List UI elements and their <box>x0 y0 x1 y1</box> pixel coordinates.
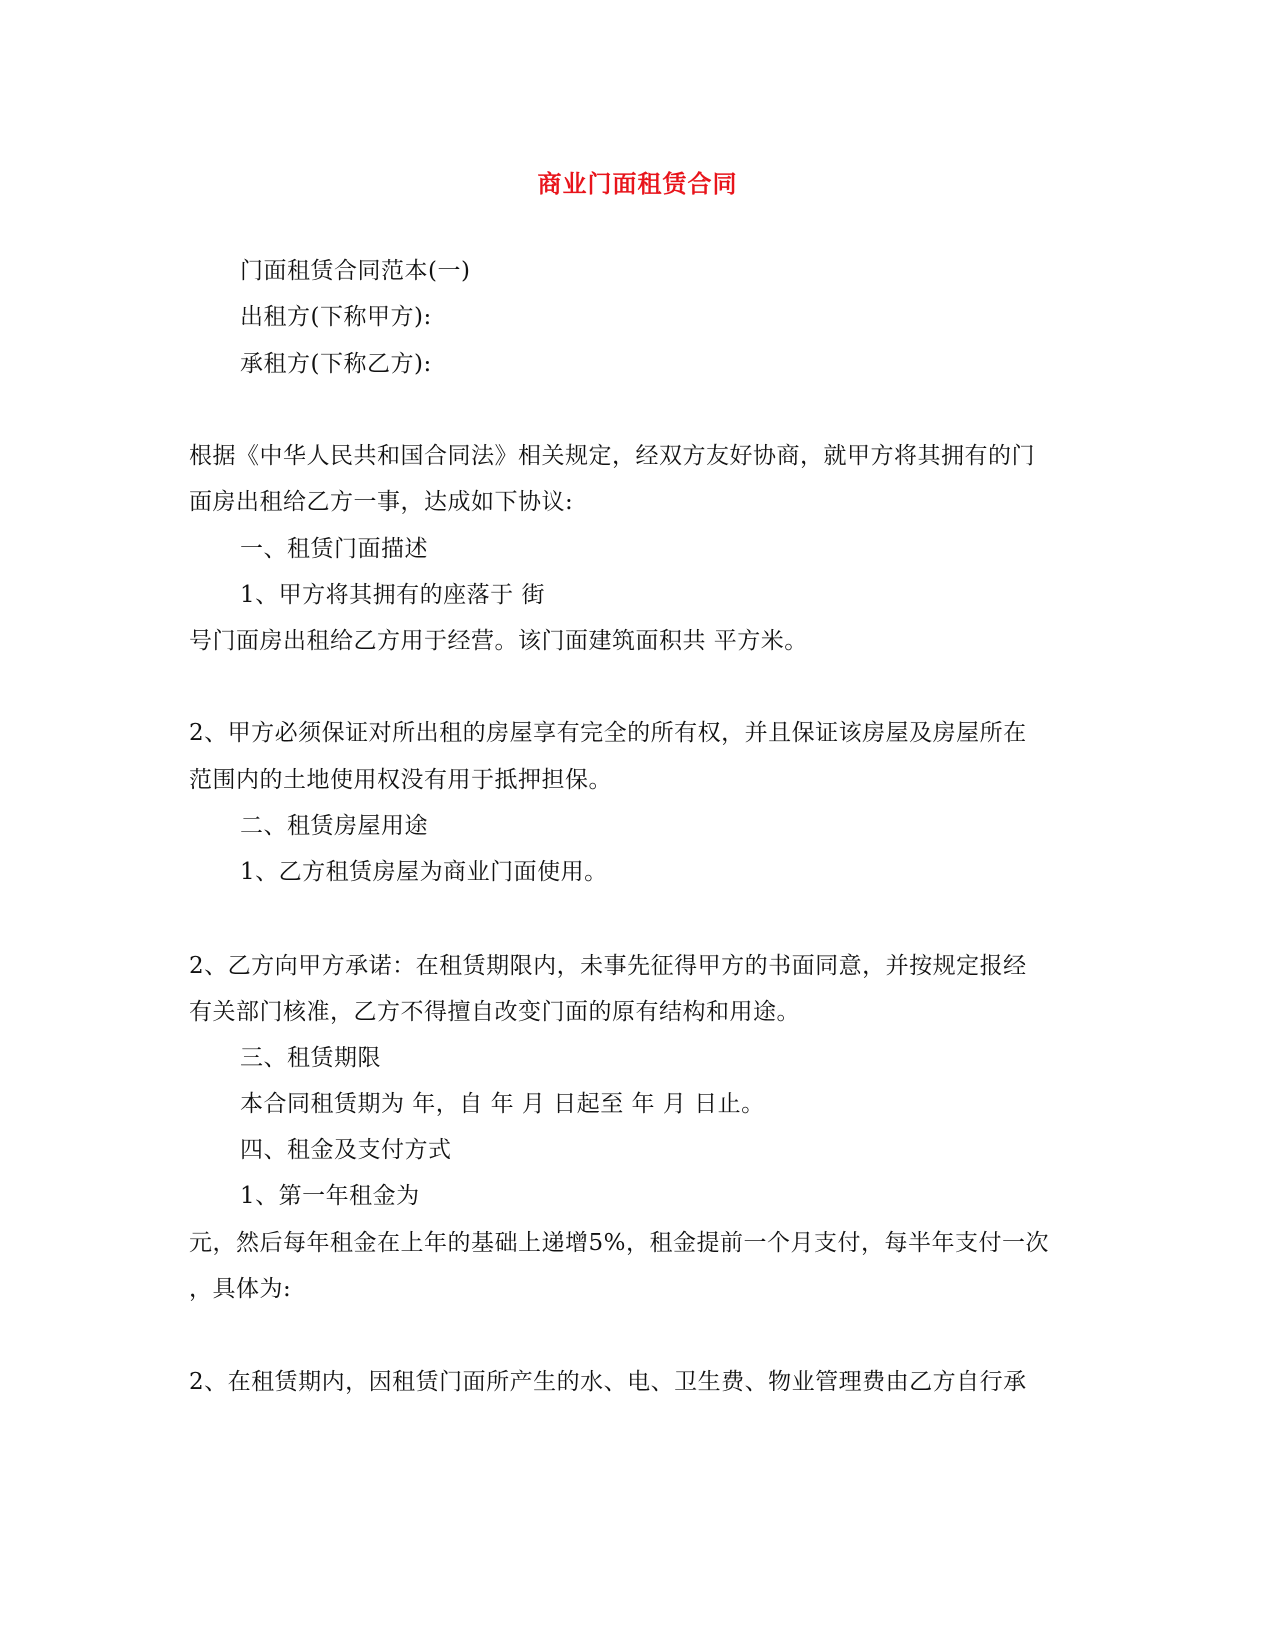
lessee-line: 承租方(下称乙方): <box>240 351 432 377</box>
preamble-line-2: 面房出租给乙方一事，达成如下协议: <box>189 489 574 515</box>
contract-subtitle: 门面租赁合同范本(一) <box>240 258 471 284</box>
clause-1-2-line-2: 范围内的土地使用权没有用于抵押担保。 <box>189 767 612 793</box>
clause-4-1-line-1: 1、第一年租金为 <box>240 1183 420 1209</box>
clause-4-2-line-1: 2、在租赁期内，因租赁门面所产生的水、电、卫生费、物业管理费由乙方自行承 <box>189 1369 1027 1395</box>
clause-1-2-line-1: 2、甲方必须保证对所出租的房屋享有完全的所有权，并且保证该房屋及房屋所在 <box>189 720 1027 746</box>
clause-2-1: 1、乙方租赁房屋为商业门面使用。 <box>240 859 608 885</box>
document-title: 商业门面租赁合同 <box>537 170 738 198</box>
preamble-line-1: 根据《中华人民共和国合同法》相关规定，经双方友好协商，就甲方将其拥有的门 <box>189 443 1035 469</box>
clause-1-1-line-2: 号门面房出租给乙方用于经营。该门面建筑面积共 平方米。 <box>189 628 808 654</box>
lessor-line: 出租方(下称甲方): <box>240 304 432 330</box>
section-heading-3: 三、租赁期限 <box>240 1045 381 1071</box>
term-line: 本合同租赁期为 年，自 年 月 日起至 年 月 日止。 <box>240 1091 765 1117</box>
clause-4-1-line-2: 元，然后每年租金在上年的基础上递增5%，租金提前一个月支付，每半年支付一次 <box>189 1230 1049 1256</box>
section-heading-1: 一、租赁门面描述 <box>240 536 428 562</box>
clause-1-1-line-1: 1、甲方将其拥有的座落于 街 <box>240 582 545 608</box>
section-heading-2: 二、租赁房屋用途 <box>240 813 428 839</box>
clause-4-1-line-3: ，具体为: <box>189 1276 292 1302</box>
clause-2-2-line-2: 有关部门核准，乙方不得擅自改变门面的原有结构和用途。 <box>189 999 800 1025</box>
section-heading-4: 四、租金及支付方式 <box>240 1137 452 1163</box>
clause-2-2-line-1: 2、乙方向甲方承诺：在租赁期限内，未事先征得甲方的书面同意，并按规定报经 <box>189 953 1027 979</box>
